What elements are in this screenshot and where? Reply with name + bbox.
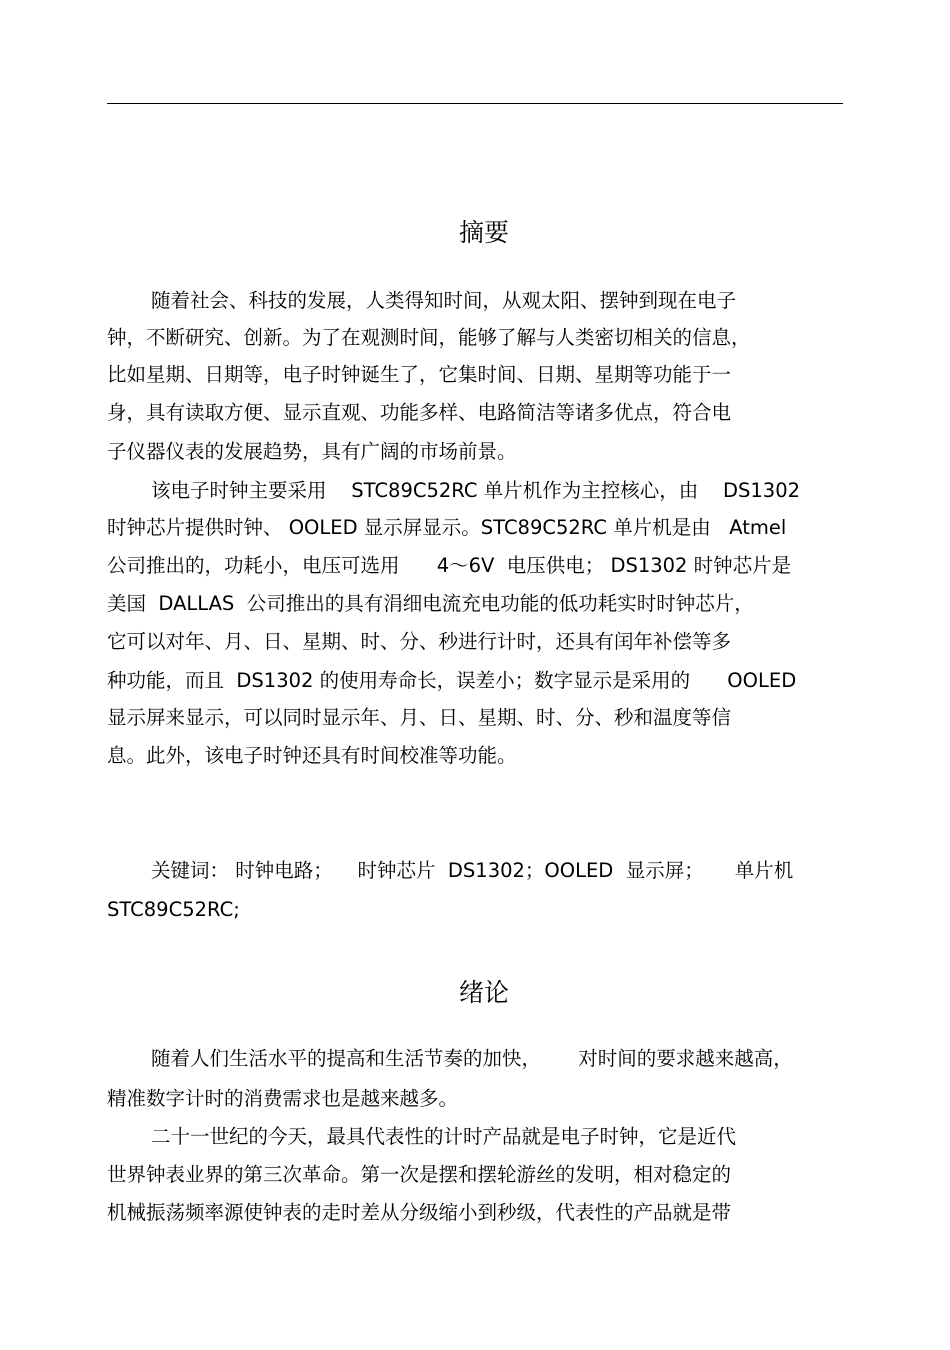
text-line: 美国 DALLAS 公司推出的具有涓细电流充电功能的低功耗实时时钟芯片， [107,592,754,615]
text-line: 比如星期、日期等，电子时钟诞生了，它集时间、日期、星期等功能于一 [107,363,732,386]
text-line: 种功能，而且 DS1302 的使用寿命长，误差小；数字显示是采用的 OOLED [107,669,797,692]
abstract-title: 摘要 [458,218,509,247]
text-line: 精准数字计时的消费需求也是越来越多。 [107,1087,459,1110]
text-line: 该电子时钟主要采用 STC89C52RC 单片机作为主控核心，由 DS1302 [151,479,801,502]
keywords-line: STC89C52RC; [107,898,240,921]
text-line: 随着人们生活水平的提高和生活节奏的加快， 对时间的要求越来越高， [151,1047,793,1070]
text-line: 世界钟表业界的第三次革命。第一次是摆和摆轮游丝的发明，相对稳定的 [107,1163,732,1186]
text-line: 随着社会、科技的发展，人类得知时间，从观太阳、摆钟到现在电子 [151,289,737,312]
text-line: 二十一世纪的今天，最具代表性的计时产品就是电子时钟，它是近代 [151,1125,737,1148]
text-line: 机械振荡频率源使钟表的走时差从分级缩小到秒级，代表性的产品就是带 [107,1201,732,1224]
keywords-line: 关键词： 时钟电路； 时钟芯片 DS1302；OOLED 显示屏； 单片机 [151,859,794,882]
header-rule [107,103,843,104]
text-line: 身，具有读取方便、显示直观、功能多样、电路简洁等诸多优点，符合电 [107,401,732,424]
text-line: 时钟芯片提供时钟、 OOLED 显示屏显示。STC89C52RC 单片机是由 Atmel [107,516,787,539]
text-line: 显示屏来显示，可以同时显示年、月、日、星期、时、分、秒和温度等信 [107,706,732,729]
text-line: 子仪器仪表的发展趋势，具有广阔的市场前景。 [107,440,517,463]
text-line: 息。此外，该电子时钟还具有时间校准等功能。 [107,744,517,767]
text-line: 它可以对年、月、日、星期、时、分、秒进行计时，还具有闰年补偿等多 [107,630,732,653]
text-line: 钟，不断研究、创新。为了在观测时间，能够了解与人类密切相关的信息， [107,326,751,349]
introduction-title: 绪论 [458,978,509,1007]
text-line: 公司推出的，功耗小，电压可选用 4～6V 电压供电； DS1302 时钟芯片是 [107,554,792,577]
